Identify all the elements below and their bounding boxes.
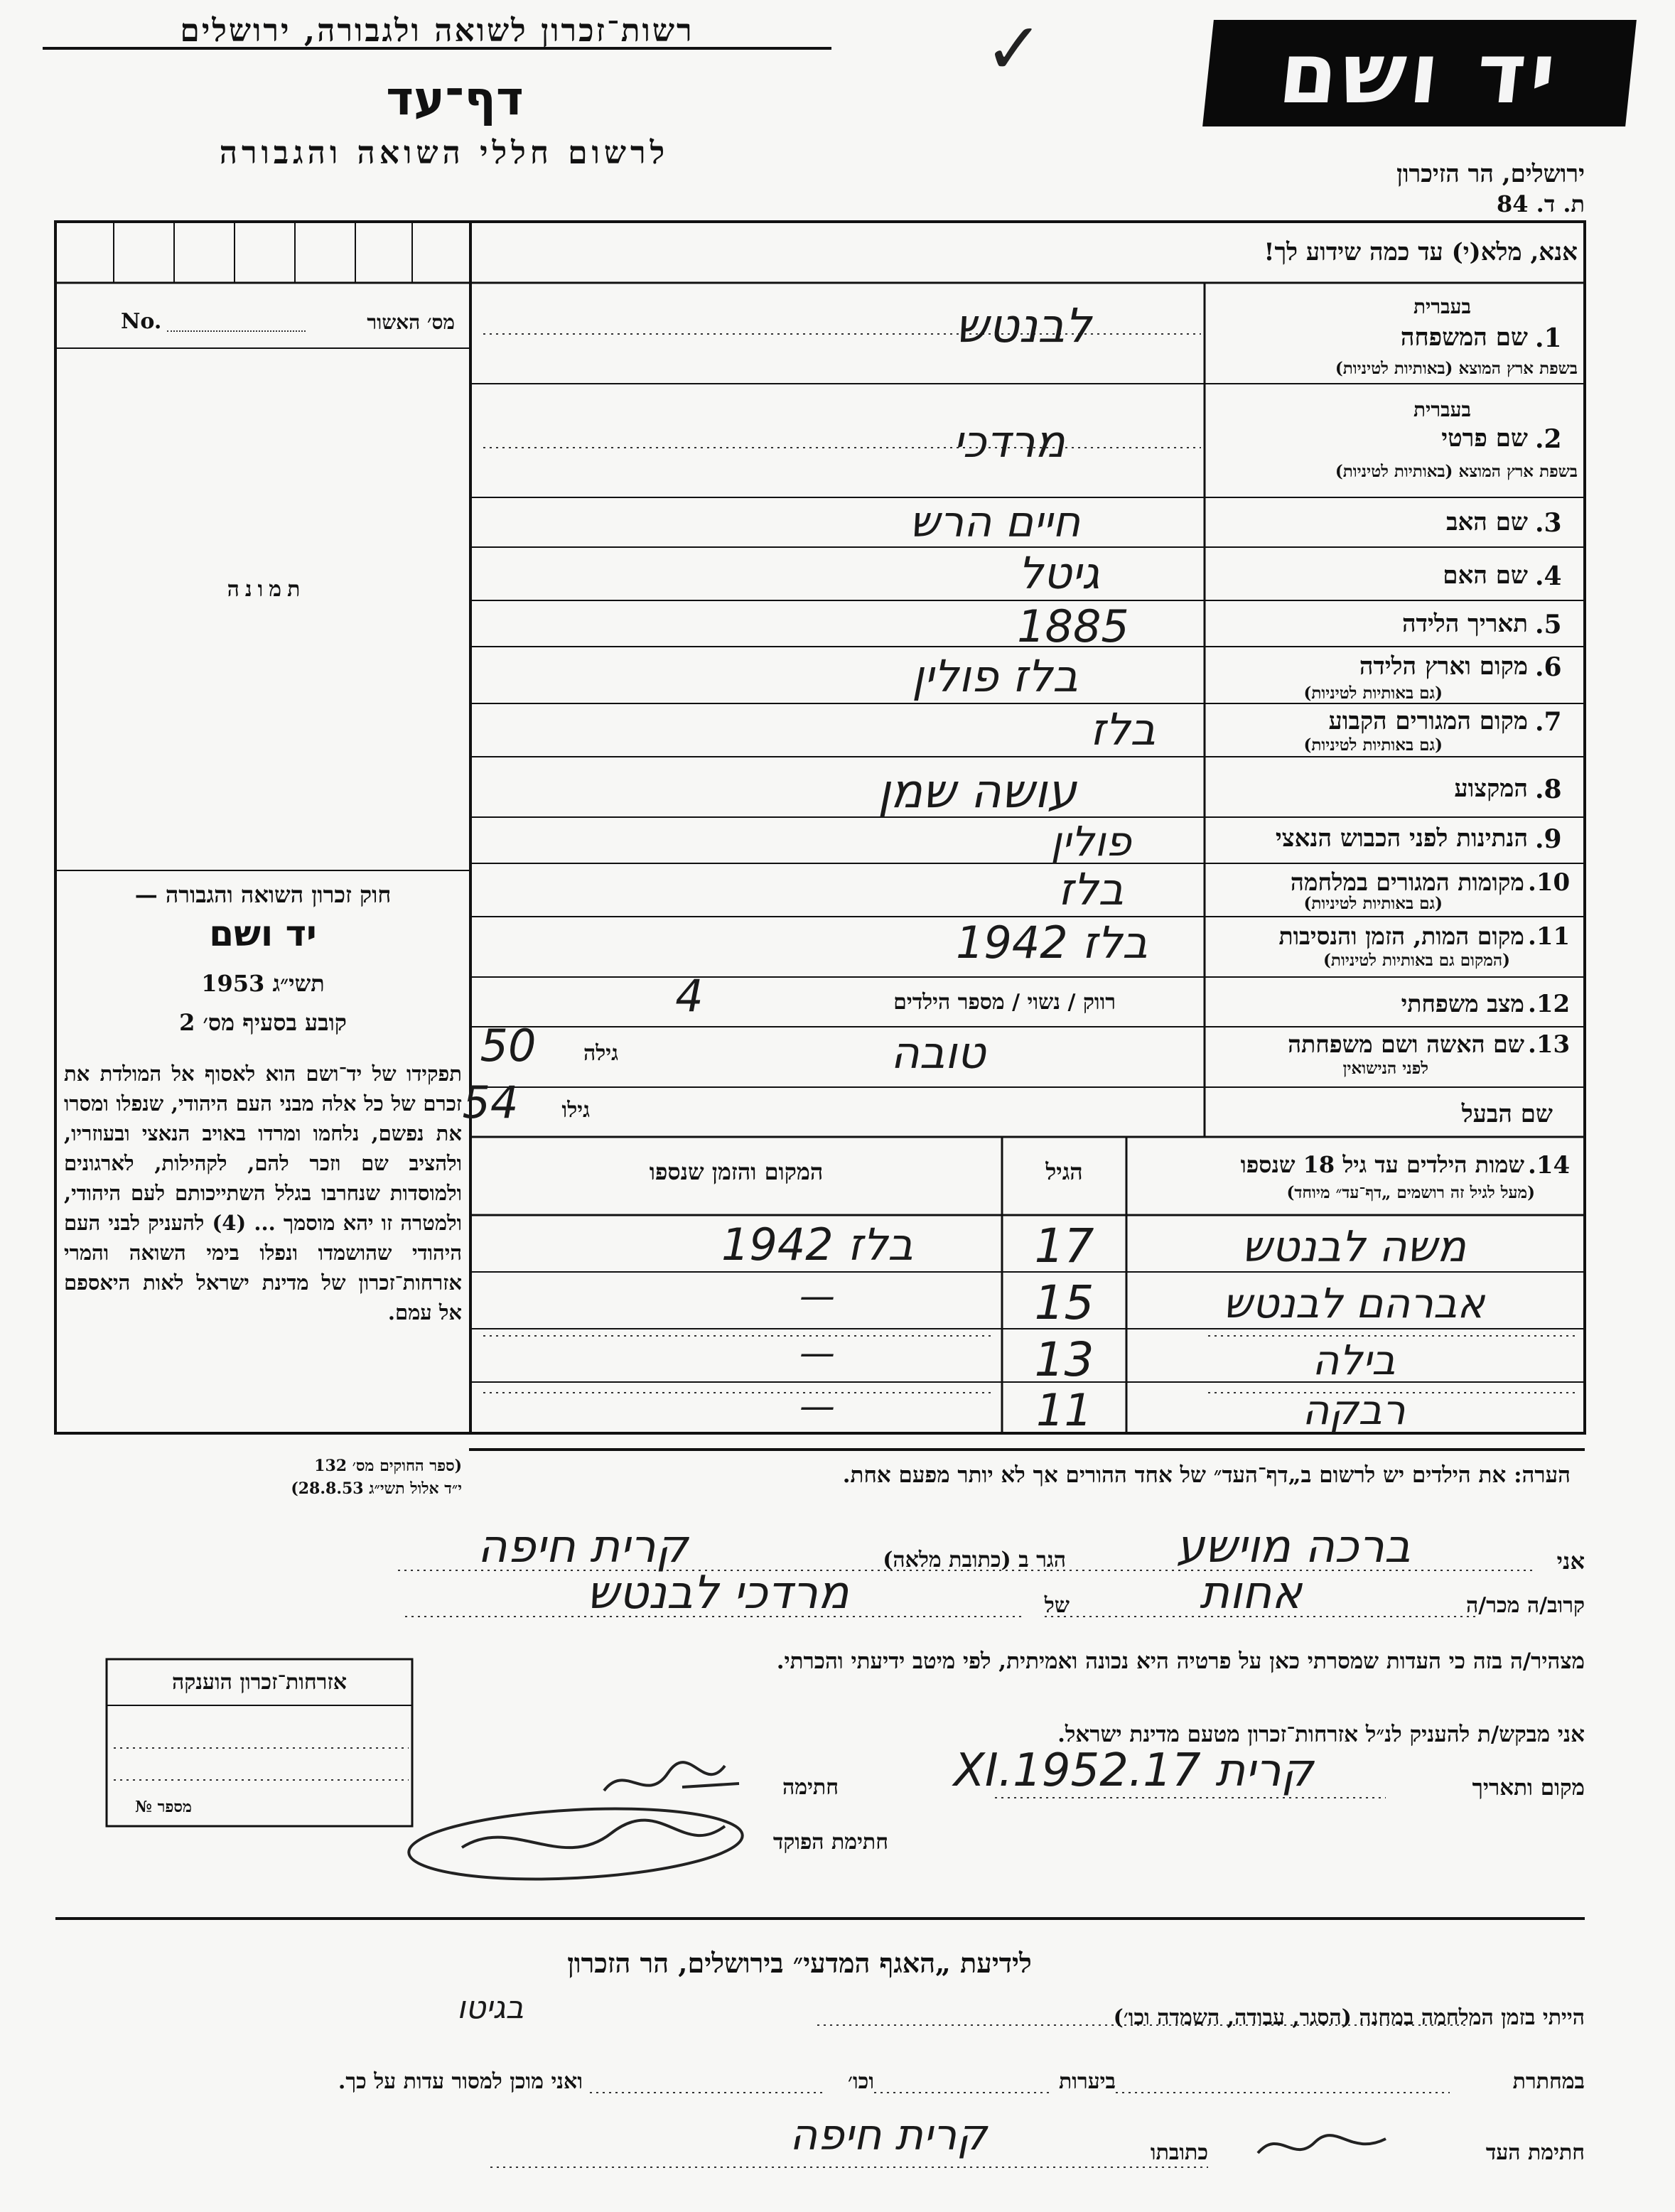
witness-signature[interactable] <box>1251 2125 1393 2167</box>
footer-forests: ביערות <box>1058 2069 1116 2094</box>
footer-camp-value[interactable]: בגיטו <box>457 1990 524 2026</box>
child-1-age[interactable]: 17 <box>1034 1219 1094 1273</box>
approval-no-field[interactable] <box>167 330 306 332</box>
field-5-value[interactable]: 1885 <box>1017 600 1129 652</box>
instructions: אנא, מלא(י) עד כמה שידוע לך! <box>1264 238 1578 266</box>
yad-vashem-logo <box>1202 20 1637 126</box>
law-year: תשי״ג 1953 <box>201 970 325 997</box>
law-ref-2: י״ד אלול תשי״ג 28.8.53) <box>291 1479 462 1498</box>
wife-name-value[interactable]: טובה <box>890 1027 986 1079</box>
photo-label: תמונה <box>227 577 306 602</box>
field-1-hebrew: בעברית <box>1413 295 1471 318</box>
decl-address-label: הגר ב (כתובת מלאה) <box>883 1548 1066 1572</box>
child-3-name[interactable]: בילה <box>1312 1336 1396 1384</box>
field-5-label: תאריך הלידה <box>1401 610 1528 638</box>
po-box: ת. ד. 84 <box>1497 190 1585 217</box>
col-age-header: הגיל <box>1045 1158 1083 1185</box>
place-date-label: מקום ותאריך <box>1472 1775 1585 1801</box>
field-10-sub: (גם באותיות לטיניות) <box>1303 894 1443 913</box>
approval-no-label: No. <box>121 309 162 334</box>
note: הערה: את הילדים יש לרשום ב„דף־העד״ של אחד ההורים אך לא יותר מפעם אחת. <box>842 1462 1571 1488</box>
approval-no-he: מס׳ האשור <box>367 311 455 334</box>
relation-of-value[interactable]: מרדכי לבנטש <box>586 1567 849 1619</box>
field-2-hebrew: בעברית <box>1413 398 1471 421</box>
child-1-name[interactable]: משה לבנטש <box>1242 1222 1466 1272</box>
law-ref-1: (ספר החוקים מס׳ 132 <box>314 1457 462 1475</box>
field-7-sub: (גם באותיות לטיניות) <box>1303 735 1443 755</box>
field-1-sub: בשפת ארץ המוצא (באותיות לטיניות) <box>1335 359 1578 378</box>
field-5-num: 5. <box>1535 610 1562 640</box>
law-text: תפקידו של יד־ושם הוא לאסוף אל המולדת את זכרם של כל אלה מבני העם היהודי, שנפלו ומסרו את נפשם, נלחמו ומרדו באויב הנאצי ובעוזריו, ולהציב שם וזכר להם, לקהילות, לארגונים ולמוסדות שנחרבו בגלל השתייכותם לעם היהודי, ולמטרה זו יהא מוסמך ... (4) להעניק לבני העם היהודי שהושמדו ונפלו בימי השואה והמרי אזרחות־זכרון של מדינת ישראל לאות היאספם אל עמם. <box>64 1062 462 1324</box>
child-4-age[interactable]: 11 <box>1036 1384 1092 1436</box>
child-4-name[interactable]: רבקה <box>1302 1386 1406 1434</box>
field-6-label: מקום וארץ הלידה <box>1359 652 1528 681</box>
declarant-name[interactable]: ברכה מוישע <box>1176 1521 1411 1573</box>
field-3-num: 3. <box>1535 508 1562 538</box>
field-12-label: מצב משפחתי <box>1401 990 1524 1018</box>
child-1-place[interactable]: בלז 1942 <box>721 1219 914 1270</box>
field-4-value[interactable]: גיטל <box>1018 547 1100 599</box>
field-7-label: מקום המגורים הקבוע <box>1328 707 1528 735</box>
field-12-options: רווק / נשוי / מספר הילדים <box>893 990 1116 1015</box>
footer-witness-sign-label: חתימת העד <box>1485 2140 1585 2165</box>
checkmark-icon: ✓ <box>984 7 1044 90</box>
field-12-children-count[interactable]: 4 <box>675 970 704 1022</box>
children-sub: (מעל לגיל זה רושמים „דף־עד״ מיוחד) <box>1286 1183 1535 1202</box>
child-2-name[interactable]: אברהם לבנטש <box>1222 1279 1485 1327</box>
child-2-place[interactable]: — <box>799 1275 835 1317</box>
field-9-label: הנתינות לפני הכבוש הנאצי <box>1275 824 1528 853</box>
law-name: יד ושם <box>209 913 317 954</box>
children-title: שמות הילדים עד גיל 18 שנספו <box>1240 1151 1524 1178</box>
address: ירושלים, הר הזיכרון <box>1396 160 1585 188</box>
law-section: קובע בסעיף מס׳ 2 <box>179 1009 347 1036</box>
field-6-sub: (גם באותיות לטיניות) <box>1303 684 1443 703</box>
form-subtitle: לרשום חללי השואה והגבורה <box>219 135 669 171</box>
field-3-label: שם האב <box>1446 508 1528 536</box>
field-10-value[interactable]: בלז <box>1057 863 1124 915</box>
footer-camp-line: הייתי בזמן המלחמה במחנה (הסגר, עבודה, השמדה וכו׳) <box>1113 2005 1585 2030</box>
field-10-num: 10. <box>1528 868 1571 897</box>
husband-label: שם הבעל <box>1461 1100 1553 1128</box>
logo-text: יד ושם <box>1274 24 1565 122</box>
authority-name: רשות־זכרון לשואה ולגבורה, ירושלים <box>180 13 694 49</box>
wife-age-label: גילה <box>583 1041 618 1066</box>
col-place-header: המקום והזמן שנספו <box>649 1158 824 1185</box>
footer-willing: ואני מוכן למסור עדות על כך. <box>338 2069 583 2094</box>
field-2-num: 2. <box>1535 424 1562 454</box>
field-7-num: 7. <box>1535 707 1562 737</box>
decl-statement: מצהיר/ה בזה כי העדות שמסרתי כאן על פרטיה היא נכונה ואמיתית, לפי מיטב ידיעתי והכרתי. <box>776 1649 1585 1674</box>
decl-request: אני מבקש/ת להעניק לנ״ל אזרחות־זכרון מטעם מדינת ישראל. <box>1057 1722 1585 1747</box>
place-date-value[interactable]: קרית 17.XI.1952 <box>954 1744 1313 1797</box>
law-title: חוק זכרון השואה והגבורה — <box>134 881 392 908</box>
children-num: 14. <box>1528 1151 1571 1180</box>
child-3-place[interactable]: — <box>799 1332 835 1374</box>
field-4-num: 4. <box>1535 561 1562 591</box>
witness-address[interactable]: קרית חיפה <box>790 2110 987 2160</box>
field-13-num: 13. <box>1528 1030 1571 1059</box>
husband-age-label: גילו <box>561 1098 590 1123</box>
field-10-label: מקומות המגורים במלחמה <box>1290 868 1524 896</box>
field-2-sub: בשפת ארץ המוצא (באותיות לטיניות) <box>1335 462 1578 481</box>
field-1-value[interactable]: לבנטש <box>955 298 1092 353</box>
wife-age-value[interactable]: 50 <box>480 1020 537 1072</box>
field-3-value[interactable]: חיים הרש <box>909 497 1081 547</box>
official-signature-mark[interactable] <box>398 1794 753 1887</box>
field-7-value[interactable]: בלז <box>1089 703 1156 755</box>
field-1-label: שם המשפחה <box>1400 323 1528 352</box>
witness-signature-scribble <box>1251 2125 1393 2167</box>
child-2-age[interactable]: 15 <box>1034 1275 1094 1330</box>
footer-title: לידיעת „האגף המדעי״ בירושלים, הר הזכרון <box>567 1947 1032 1979</box>
field-11-num: 11. <box>1528 922 1571 951</box>
field-4-label: שם האם <box>1443 561 1528 590</box>
form-title: דף־עד <box>386 71 524 126</box>
field-1-num: 1. <box>1535 323 1562 353</box>
field-6-num: 6. <box>1535 652 1562 682</box>
official-signature-scribble <box>398 1794 753 1887</box>
signature-label: חתימה <box>782 1775 839 1800</box>
official-signature-label: חתימת הפוקד <box>772 1830 888 1855</box>
decl-relation-label: קרוב/ה מכר/ה <box>1466 1593 1585 1618</box>
relation-value[interactable]: אחות <box>1199 1567 1303 1619</box>
citizenship-box-title: אזרחות־זכרון הוענקה <box>171 1670 348 1695</box>
field-9-num: 9. <box>1535 824 1562 854</box>
field-8-label: המקצוע <box>1454 775 1528 803</box>
decl-i: אני <box>1556 1548 1585 1575</box>
field-11-sub: (המקום גם באותיות לטיניות) <box>1323 951 1510 970</box>
child-3-age[interactable]: 13 <box>1034 1332 1094 1387</box>
field-13-sub: לפני הנישואין <box>1342 1059 1428 1078</box>
footer-etc: וכו׳ <box>848 2069 874 2094</box>
field-8-num: 8. <box>1535 775 1562 804</box>
field-12-num: 12. <box>1528 990 1571 1018</box>
husband-age-value[interactable]: 54 <box>462 1077 519 1128</box>
child-4-place[interactable]: — <box>799 1386 835 1427</box>
field-11-label: מקום המות, הזמן והנסיבות <box>1278 922 1524 950</box>
field-9-value[interactable]: פולין <box>1050 817 1131 865</box>
field-6-value[interactable]: בלז פולין <box>912 650 1078 702</box>
field-2-value[interactable]: מרדכי <box>953 416 1065 468</box>
declarant-address[interactable]: קרית חיפה <box>477 1521 689 1573</box>
citizenship-number: מספר № <box>135 1798 192 1816</box>
decl-of-label: של <box>1044 1593 1070 1618</box>
footer-address-label: כתובתו <box>1150 2140 1208 2165</box>
field-8-value[interactable]: עושה שמן <box>878 764 1077 819</box>
field-2-label: שם פרטי <box>1441 424 1528 453</box>
field-13-label: שם האשה ושם משפחתה <box>1288 1030 1524 1058</box>
footer-underground: במחתרת <box>1512 2069 1585 2094</box>
field-11-value[interactable]: בלז 1942 <box>955 917 1148 969</box>
